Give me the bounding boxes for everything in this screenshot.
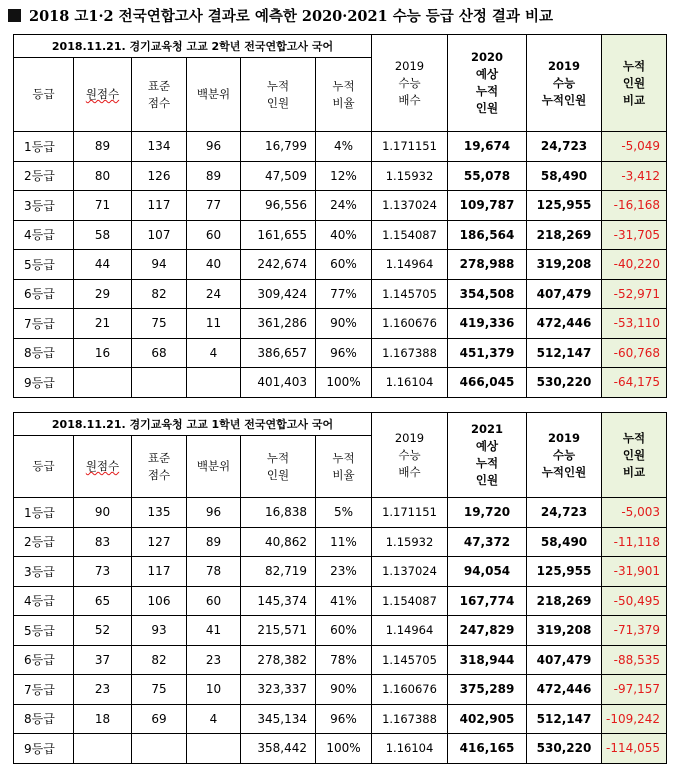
cell-ratio: 5%: [316, 498, 372, 528]
cell-pct: 4: [187, 704, 241, 734]
cell-cum: 82,719: [241, 557, 316, 587]
cell-pred: 354,508: [448, 279, 527, 309]
cell-diff: -50,495: [602, 586, 667, 616]
cell-pred: 19,674: [448, 132, 527, 162]
cell-pred: 466,045: [448, 368, 527, 398]
cell-cum: 40,862: [241, 527, 316, 557]
cell-mult: 1.145705: [372, 645, 448, 675]
header-actual: 2019 수능 누적인원: [527, 413, 602, 498]
cell-mult: 1.145705: [372, 279, 448, 309]
cell-grade: 9등급: [14, 734, 74, 764]
cell-ratio: 23%: [316, 557, 372, 587]
table-note: 2018.11.21. 경기교육청 고교 2학년 전국연합고사 국어: [14, 35, 372, 58]
header-row: [14, 413, 667, 436]
header-actual: 2019 수능 누적인원: [527, 35, 602, 132]
cell-std: 126: [132, 161, 187, 191]
document-title: [8, 4, 553, 26]
cell-cum: 161,655: [241, 220, 316, 250]
cell-actual: 58,490: [527, 161, 602, 191]
header-raw: 원점수: [74, 58, 132, 132]
cell-cum: 386,657: [241, 338, 316, 368]
cell-mult: 1.171151: [372, 498, 448, 528]
cell-std: 135: [132, 498, 187, 528]
cell-raw: [74, 368, 132, 398]
cell-mult: 1.15932: [372, 527, 448, 557]
cell-std: 127: [132, 527, 187, 557]
cell-pct: 96: [187, 498, 241, 528]
cell-ratio: 60%: [316, 250, 372, 280]
cell-cum: 47,509: [241, 161, 316, 191]
table-row: [14, 132, 667, 162]
table-row: [14, 498, 667, 528]
cell-raw: 37: [74, 645, 132, 675]
cell-diff: -11,118: [602, 527, 667, 557]
table-row: [14, 704, 667, 734]
cell-grade: 3등급: [14, 557, 74, 587]
cell-raw: [74, 734, 132, 764]
cell-mult: 1.14964: [372, 250, 448, 280]
cell-grade: 4등급: [14, 220, 74, 250]
cell-actual: 218,269: [527, 586, 602, 616]
cell-actual: 125,955: [527, 191, 602, 221]
cell-pred: 109,787: [448, 191, 527, 221]
cell-raw: 23: [74, 675, 132, 705]
cell-cum: 309,424: [241, 279, 316, 309]
table-row: [14, 557, 667, 587]
cell-pct: [187, 734, 241, 764]
cell-raw: 73: [74, 557, 132, 587]
cell-pred: 167,774: [448, 586, 527, 616]
header-grade: 등급: [14, 436, 74, 498]
cell-diff: -5,003: [602, 498, 667, 528]
header-pred: 2021 예상 누적 인원: [448, 413, 527, 498]
table-row: [14, 338, 667, 368]
cell-std: 82: [132, 645, 187, 675]
cell-diff: -5,049: [602, 132, 667, 162]
cell-std: 82: [132, 279, 187, 309]
cell-actual: 24,723: [527, 498, 602, 528]
cell-diff: -3,412: [602, 161, 667, 191]
cell-raw: 52: [74, 616, 132, 646]
cell-mult: 1.15932: [372, 161, 448, 191]
table-note: 2018.11.21. 경기교육청 고교 1학년 전국연합고사 국어: [14, 413, 372, 436]
cell-actual: 472,446: [527, 309, 602, 339]
cell-actual: 319,208: [527, 616, 602, 646]
cell-actual: 218,269: [527, 220, 602, 250]
cell-actual: 512,147: [527, 704, 602, 734]
cell-cum: 358,442: [241, 734, 316, 764]
cell-pred: 94,054: [448, 557, 527, 587]
table-row: [14, 309, 667, 339]
cell-mult: 1.154087: [372, 220, 448, 250]
cell-pred: 375,289: [448, 675, 527, 705]
cell-grade: 9등급: [14, 368, 74, 398]
cell-actual: 407,479: [527, 279, 602, 309]
cell-grade: 1등급: [14, 132, 74, 162]
header-mult: 2019 수능 배수: [372, 35, 448, 132]
table-row: [14, 368, 667, 398]
cell-actual: 512,147: [527, 338, 602, 368]
header-std: 표준 점수: [132, 58, 187, 132]
cell-raw: 58: [74, 220, 132, 250]
cell-cum: 16,838: [241, 498, 316, 528]
table-row: [14, 675, 667, 705]
cell-raw: 80: [74, 161, 132, 191]
cell-grade: 5등급: [14, 616, 74, 646]
cell-diff: -16,168: [602, 191, 667, 221]
cell-pred: 47,372: [448, 527, 527, 557]
cell-ratio: 78%: [316, 645, 372, 675]
cell-mult: 1.154087: [372, 586, 448, 616]
cell-ratio: 60%: [316, 616, 372, 646]
cell-diff: -31,705: [602, 220, 667, 250]
cell-std: 117: [132, 557, 187, 587]
header-pct: 백분위: [187, 436, 241, 498]
cell-pct: 40: [187, 250, 241, 280]
cell-diff: -53,110: [602, 309, 667, 339]
cell-pct: 4: [187, 338, 241, 368]
cell-pct: 89: [187, 527, 241, 557]
cell-pct: 23: [187, 645, 241, 675]
cell-cum: 401,403: [241, 368, 316, 398]
cell-std: 107: [132, 220, 187, 250]
title-text: 2018 고1·2 전국연합고사 결과로 예측한 2020·2021 수능 등급 산정 결과 비교: [29, 7, 553, 25]
cell-raw: 65: [74, 586, 132, 616]
cell-cum: 16,799: [241, 132, 316, 162]
cell-cum: 242,674: [241, 250, 316, 280]
cell-std: [132, 734, 187, 764]
cell-cum: 96,556: [241, 191, 316, 221]
cell-raw: 21: [74, 309, 132, 339]
table-row: [14, 191, 667, 221]
cell-diff: -71,379: [602, 616, 667, 646]
header-cum: 누적 인원: [241, 436, 316, 498]
cell-actual: 125,955: [527, 557, 602, 587]
cell-ratio: 90%: [316, 675, 372, 705]
cell-mult: 1.137024: [372, 191, 448, 221]
table-row: [14, 161, 667, 191]
cell-mult: 1.160676: [372, 309, 448, 339]
cell-actual: 319,208: [527, 250, 602, 280]
cell-pct: 77: [187, 191, 241, 221]
square-bullet-icon: [8, 9, 21, 22]
header-pred: 2020 예상 누적 인원: [448, 35, 527, 132]
cell-std: 106: [132, 586, 187, 616]
table-row: [14, 220, 667, 250]
cell-actual: 530,220: [527, 734, 602, 764]
cell-pct: 60: [187, 586, 241, 616]
cell-cum: 323,337: [241, 675, 316, 705]
cell-raw: 44: [74, 250, 132, 280]
header-mult: 2019 수능 배수: [372, 413, 448, 498]
cell-raw: 71: [74, 191, 132, 221]
cell-ratio: 41%: [316, 586, 372, 616]
cell-diff: -114,055: [602, 734, 667, 764]
cell-diff: -109,242: [602, 704, 667, 734]
cell-pred: 416,165: [448, 734, 527, 764]
cell-std: 75: [132, 675, 187, 705]
table-row: [14, 645, 667, 675]
cell-mult: 1.167388: [372, 704, 448, 734]
cell-ratio: 96%: [316, 704, 372, 734]
cell-actual: 472,446: [527, 675, 602, 705]
cell-grade: 5등급: [14, 250, 74, 280]
header-raw: 원점수: [74, 436, 132, 498]
cell-diff: -52,971: [602, 279, 667, 309]
cell-grade: 8등급: [14, 338, 74, 368]
cell-pred: 278,988: [448, 250, 527, 280]
header-std: 표준 점수: [132, 436, 187, 498]
cell-mult: 1.16104: [372, 734, 448, 764]
cell-grade: 7등급: [14, 675, 74, 705]
cell-raw: 29: [74, 279, 132, 309]
cell-cum: 215,571: [241, 616, 316, 646]
cell-pct: 89: [187, 161, 241, 191]
cell-ratio: 24%: [316, 191, 372, 221]
cell-pred: 247,829: [448, 616, 527, 646]
cell-pct: 96: [187, 132, 241, 162]
cell-pct: 24: [187, 279, 241, 309]
header-diff: 누적 인원 비교: [602, 413, 667, 498]
cell-pct: 78: [187, 557, 241, 587]
cell-pred: 19,720: [448, 498, 527, 528]
cell-raw: 83: [74, 527, 132, 557]
cell-diff: -88,535: [602, 645, 667, 675]
cell-grade: 1등급: [14, 498, 74, 528]
table-row: [14, 734, 667, 764]
cell-ratio: 11%: [316, 527, 372, 557]
cell-grade: 4등급: [14, 586, 74, 616]
header-cum: 누적 인원: [241, 58, 316, 132]
cell-grade: 2등급: [14, 161, 74, 191]
cell-pred: 55,078: [448, 161, 527, 191]
cell-grade: 7등급: [14, 309, 74, 339]
table-row: [14, 586, 667, 616]
cell-pred: 419,336: [448, 309, 527, 339]
cell-pct: [187, 368, 241, 398]
cell-raw: 18: [74, 704, 132, 734]
cell-std: [132, 368, 187, 398]
cell-diff: -97,157: [602, 675, 667, 705]
cell-grade: 3등급: [14, 191, 74, 221]
cell-pred: 402,905: [448, 704, 527, 734]
cell-pred: 451,379: [448, 338, 527, 368]
cell-cum: 145,374: [241, 586, 316, 616]
cell-std: 134: [132, 132, 187, 162]
cell-diff: -60,768: [602, 338, 667, 368]
cell-std: 93: [132, 616, 187, 646]
cell-ratio: 90%: [316, 309, 372, 339]
cell-ratio: 96%: [316, 338, 372, 368]
cell-diff: -40,220: [602, 250, 667, 280]
header-ratio: 누적 비율: [316, 58, 372, 132]
cell-mult: 1.167388: [372, 338, 448, 368]
cell-std: 68: [132, 338, 187, 368]
cell-diff: -64,175: [602, 368, 667, 398]
cell-std: 69: [132, 704, 187, 734]
table-row: [14, 250, 667, 280]
cell-mult: 1.171151: [372, 132, 448, 162]
cell-actual: 530,220: [527, 368, 602, 398]
cell-grade: 6등급: [14, 645, 74, 675]
cell-grade: 2등급: [14, 527, 74, 557]
cell-ratio: 4%: [316, 132, 372, 162]
cell-pct: 10: [187, 675, 241, 705]
grade-table-grade1: [13, 412, 667, 764]
cell-actual: 407,479: [527, 645, 602, 675]
table-row: [14, 279, 667, 309]
grade-table-grade2: [13, 34, 667, 398]
cell-ratio: 77%: [316, 279, 372, 309]
cell-pred: 186,564: [448, 220, 527, 250]
header-diff: 누적 인원 비교: [602, 35, 667, 132]
cell-actual: 58,490: [527, 527, 602, 557]
cell-ratio: 40%: [316, 220, 372, 250]
cell-mult: 1.14964: [372, 616, 448, 646]
cell-diff: -31,901: [602, 557, 667, 587]
cell-mult: 1.137024: [372, 557, 448, 587]
cell-cum: 278,382: [241, 645, 316, 675]
cell-pct: 11: [187, 309, 241, 339]
cell-pct: 60: [187, 220, 241, 250]
header-ratio: 누적 비율: [316, 436, 372, 498]
cell-mult: 1.16104: [372, 368, 448, 398]
header-grade: 등급: [14, 58, 74, 132]
cell-std: 117: [132, 191, 187, 221]
cell-raw: 89: [74, 132, 132, 162]
cell-ratio: 100%: [316, 734, 372, 764]
cell-raw: 16: [74, 338, 132, 368]
cell-actual: 24,723: [527, 132, 602, 162]
cell-ratio: 100%: [316, 368, 372, 398]
table-row: [14, 616, 667, 646]
cell-std: 94: [132, 250, 187, 280]
cell-mult: 1.160676: [372, 675, 448, 705]
cell-pred: 318,944: [448, 645, 527, 675]
cell-cum: 345,134: [241, 704, 316, 734]
header-pct: 백분위: [187, 58, 241, 132]
cell-pct: 41: [187, 616, 241, 646]
cell-raw: 90: [74, 498, 132, 528]
cell-ratio: 12%: [316, 161, 372, 191]
cell-grade: 6등급: [14, 279, 74, 309]
cell-std: 75: [132, 309, 187, 339]
header-row: [14, 35, 667, 58]
cell-cum: 361,286: [241, 309, 316, 339]
cell-grade: 8등급: [14, 704, 74, 734]
table-row: [14, 527, 667, 557]
